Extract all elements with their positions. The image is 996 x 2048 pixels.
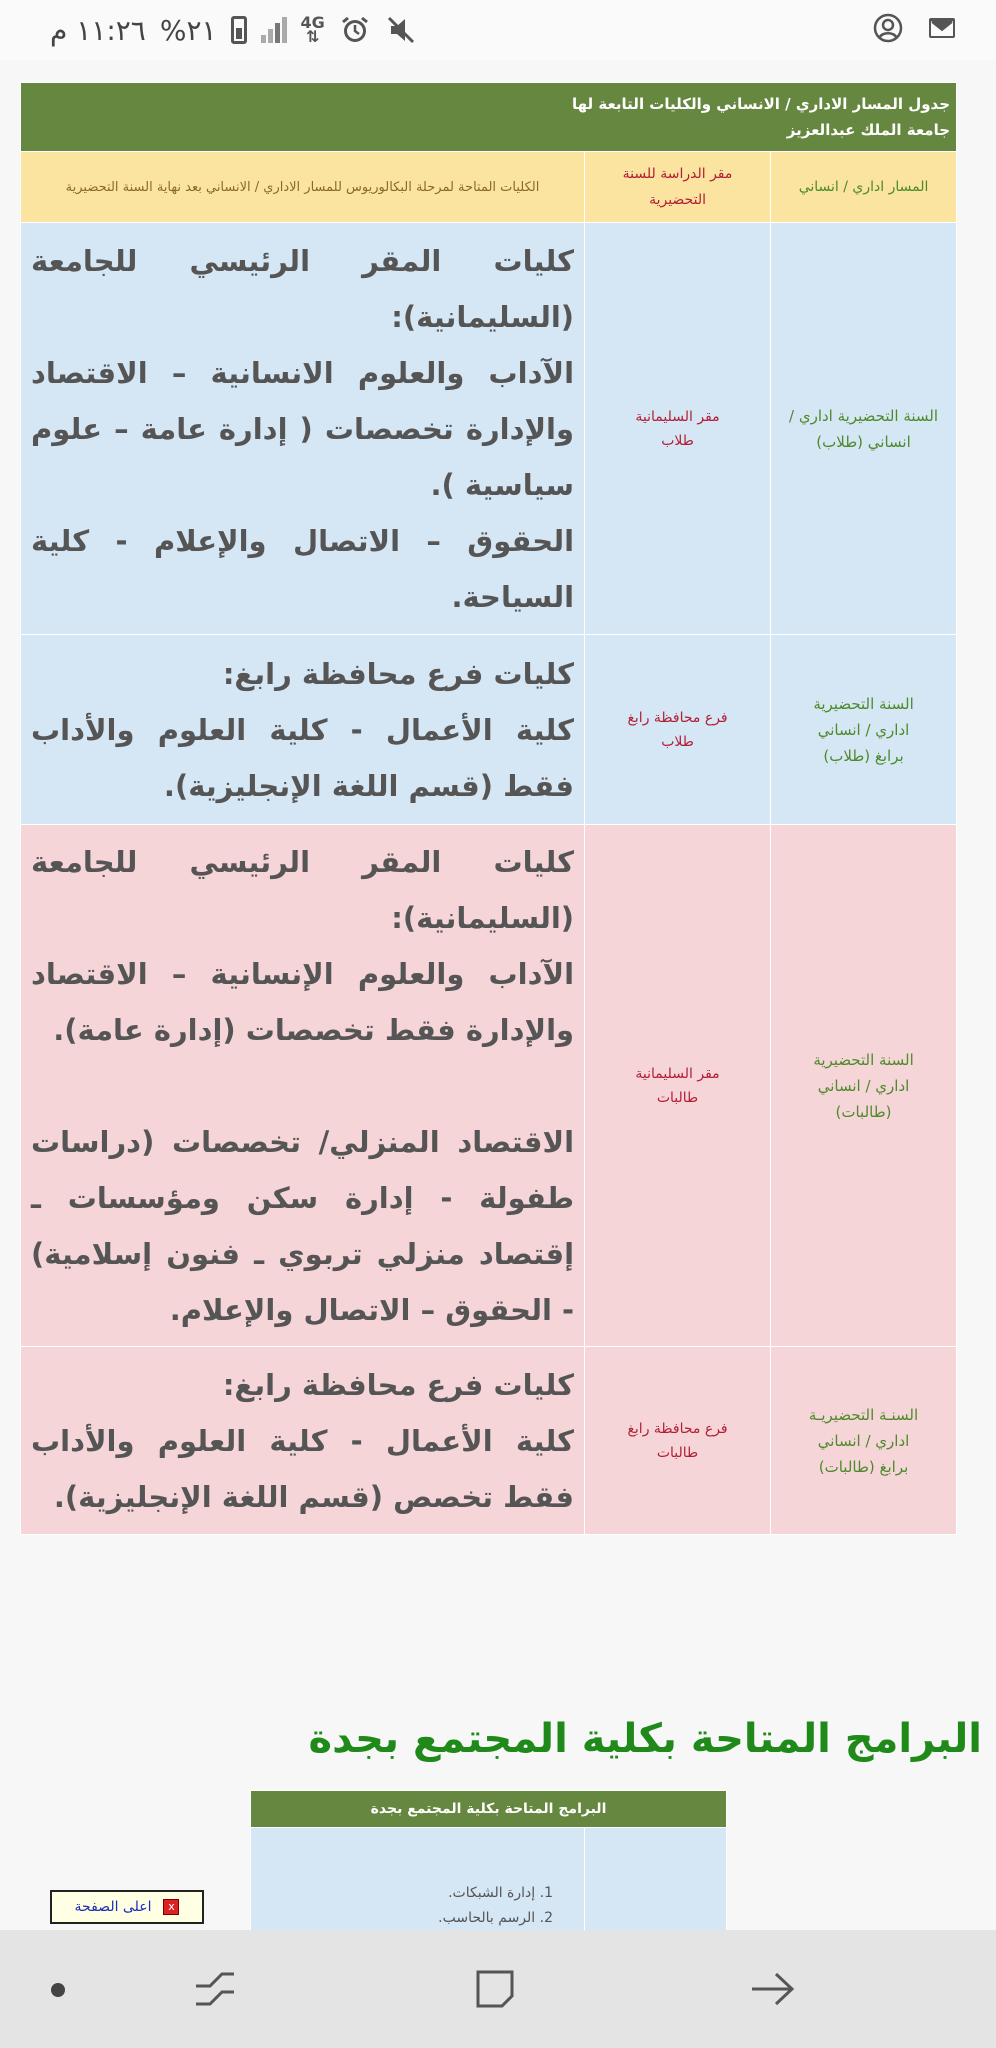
table-row [21,825,957,1347]
navigation-bar [0,1930,996,2048]
signal-icon [261,17,287,43]
back-arrow-icon[interactable] [748,1964,798,2014]
location-cell: مقر السليمانية طلاب [585,223,771,635]
battery-icon [231,16,247,44]
colleges-cell: كليات فرع محافظة رابغ: كلية الأعمال - كلية العلوم والأداب فقط تخصص (قسم اللغة الإنجليزية). [21,1347,585,1535]
track-cell: السنة التحضيرية اداري / انساني (طلاب) [771,223,957,635]
mute-icon [385,14,417,46]
close-icon[interactable]: x [163,1899,179,1915]
account-icon [872,12,904,44]
back-to-top-label: اعلى الصفحة [74,1899,152,1915]
list-item: 2. الرسم بالحاسب. [438,1910,553,1926]
dot-icon[interactable] [48,1980,68,2000]
home-icon[interactable] [470,1964,520,2014]
gmail-icon [926,12,958,44]
clock: ١١:٢٦ م [50,13,146,47]
track-cell: السنـة التحضيريـة اداري / انساني برابغ (طالبات) [771,1347,957,1535]
table-header-row [21,152,957,223]
recent-apps-icon[interactable] [190,1964,240,2014]
back-to-top-button[interactable] [50,1890,204,1924]
paragraph-spacer [31,1058,574,1114]
sub-table-header: البرامج المتاحة بكلية المجتمع بجدة [251,1791,727,1828]
location-cell: مقر السليمانية طالبات [585,825,771,1347]
section-title: البرامج المتاحة بكلية المجتمع بجدة [308,1716,982,1762]
track-cell: السنة التحضيرية اداري / انساني (طالبات) [771,825,957,1347]
header-location: مقر الدراسة للسنة التحضيرية [585,152,771,223]
battery-percent: %٢١ [159,13,217,47]
colleges-cell: كليات المقر الرئيسي للجامعة (السليمانية): الآداب والعلوم الانسانية – الاقتصاد والإدارة تخصصات ( إدارة عامة – علوم سياسية ). الحقوق – الاتصال والإعلام - كلية السياحة. [21,223,585,635]
table-row [21,635,957,825]
status-left-group [50,10,417,50]
table-row [21,1347,957,1535]
location-cell: فرع محافظة رابغ طالبات [585,1347,771,1535]
table-caption: جدول المسار الاداري / الانساني والكليات التابعة لها جامعة الملك عبدالعزيز [21,83,957,152]
location-cell: فرع محافظة رابغ طلاب [585,635,771,825]
table-caption-row [21,83,957,152]
list-item: 1. إدارة الشبكات. [448,1885,553,1901]
table-row [21,223,957,635]
colleges-cell: كليات فرع محافظة رابغ: كلية الأعمال - كلية العلوم والأداب فقط (قسم اللغة الإنجليزية). [21,635,585,825]
alarm-icon [339,14,371,46]
header-track: المسار اداري / انساني [771,152,957,223]
status-right-group [872,12,958,44]
colleges-cell: كليات المقر الرئيسي للجامعة (السليمانية): الآداب والعلوم الإنسانية – الاقتصاد والإدارة فقط تخصصات (إدارة عامة). الاقتصاد المنزلي/ تخصصات (دراسات طفولة - إدارة سكن ومؤسسات ـ إقتصاد منزلي تربوي ـ فنون إسلامية) - الحقوق – الاتصال والإعلام. [21,825,585,1347]
main-table [20,82,957,1535]
header-colleges: الكليات المتاحة لمرحلة البكالوريوس للمسار الاداري / الانساني بعد نهاية السنة التحضيرية [21,152,585,223]
main-table-container [20,82,956,1535]
status-bar [0,0,996,60]
track-cell: السنة التحضيرية اداري / انساني برابغ (طلاب) [771,635,957,825]
network-type: 4G ⇅ [300,13,325,46]
